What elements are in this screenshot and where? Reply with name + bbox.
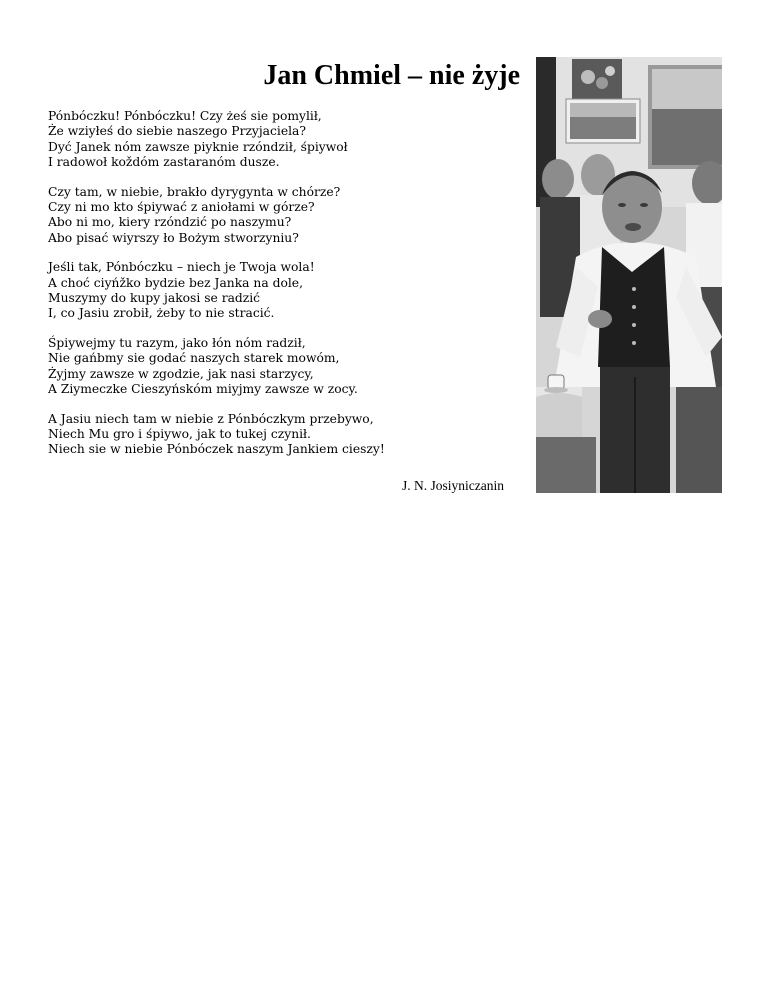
stanza-5 <box>48 412 528 458</box>
poem-line: A Ziymeczke Cieszyńskóm miyjmy zawsze w zocy. <box>48 382 358 397</box>
poem-line: Żyjmy zawsze w zgodzie, jak nasi starzycy, <box>48 366 314 381</box>
poem-line: I radowoł koždóm zastaranóm dusze. <box>48 155 280 170</box>
poem-line: Śpiywejmy tu razym, jako łón nóm radził, <box>48 335 306 350</box>
poem-line: Nie gańbmy sie godać naszych starek mowóm, <box>48 351 340 366</box>
stanza-3 <box>48 260 528 322</box>
poem-line: Że wziyłeś do siebie naszego Przyjaciela? <box>48 124 306 139</box>
poem-line: A choć ciyńžko bydzie bez Janka na dole, <box>48 275 303 290</box>
poem-line: Czy ni mo kto śpiywać z aniołami w górze? <box>48 200 315 215</box>
poem-line: Abo pisać wiyrszy ło Bożym stworzyniu? <box>48 230 299 245</box>
poem-line: Niech Mu gro i śpiywo, jak to tukej czynił. <box>48 426 311 441</box>
poem-line: Abo ni mo, kiery rzóndzić po naszymu? <box>48 215 292 230</box>
poem-line: Pónbóczku! Pónbóczku! Czy żeś sie pomylił, <box>48 109 322 123</box>
poem-line: Czy tam, w niebie, brakło dyrygynta w chórze? <box>48 184 341 199</box>
photo-illustration <box>536 57 722 493</box>
stanza-1 <box>48 109 528 171</box>
poem-body <box>48 109 528 472</box>
poem-title: Jan Chmiel – nie żyje <box>263 60 520 91</box>
poem-line: Dyć Janek nóm zawsze piyknie rzóndził, śpiywoł <box>48 139 348 154</box>
poem-line: Muszymy do kupy jakosi se radzić <box>48 291 261 306</box>
poem-line: Jeśli tak, Pónbóczku – niech je Twoja wola! <box>48 260 315 275</box>
stanza-2 <box>48 185 528 247</box>
poem-line: A Jasiu niech tam w niebie z Pónbóczkym przebywo, <box>48 411 374 426</box>
poem-line: Niech sie w niebie Pónbóczek naszym Jankiem cieszy! <box>48 442 385 457</box>
portrait-photo <box>536 57 722 493</box>
poem-line: I, co Jasiu zrobił, żeby to nie stracić. <box>48 306 275 321</box>
author-signature: J. N. Josiyniczanin <box>402 478 504 493</box>
stanza-4 <box>48 336 528 398</box>
